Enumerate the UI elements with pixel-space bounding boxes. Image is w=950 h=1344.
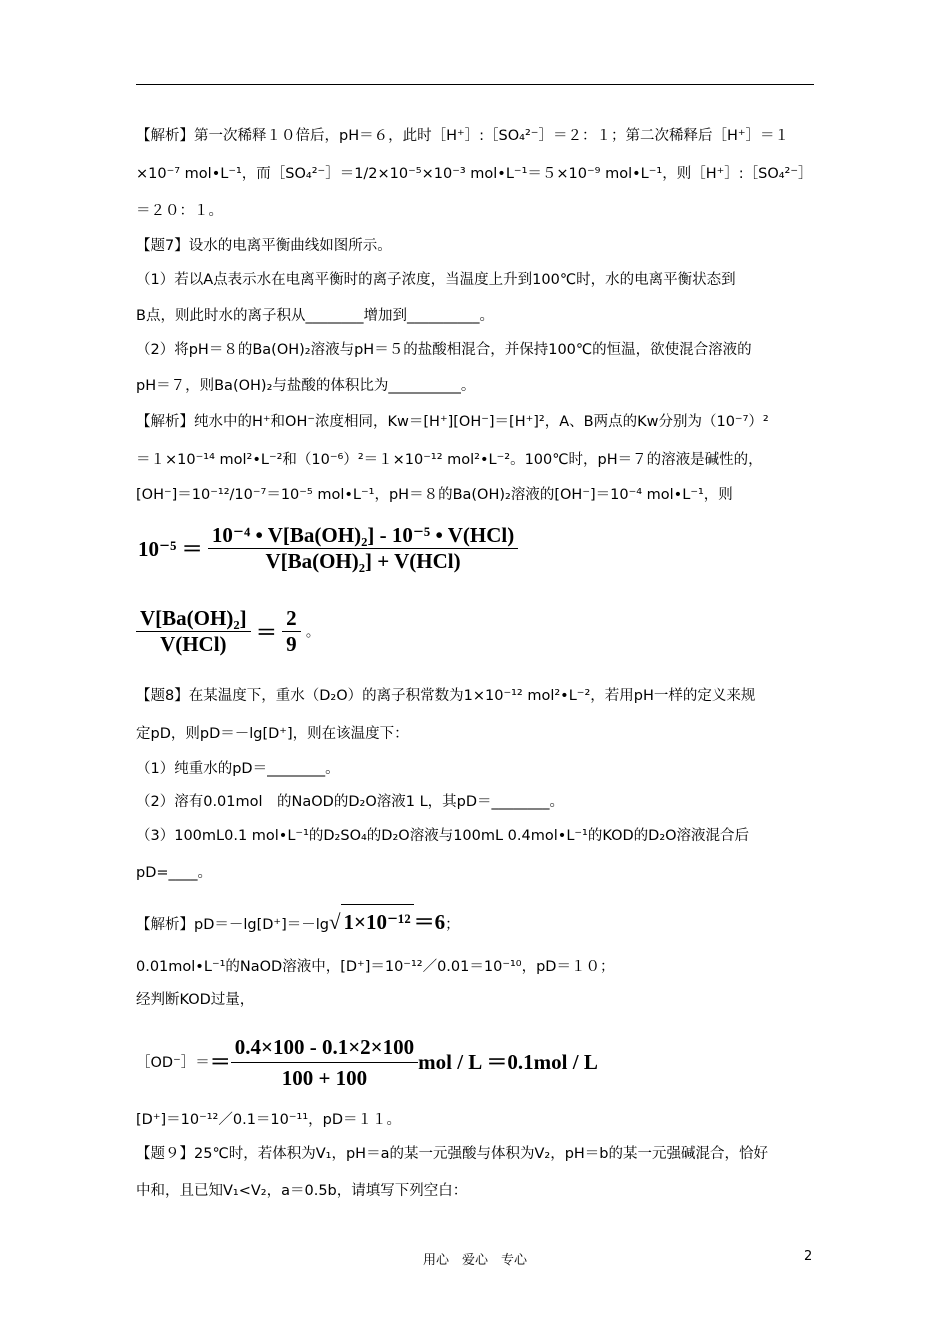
text-line: （2）将pH＝８的Ba(OH)₂溶液与pH＝５的盐酸相混合，并保持100℃的恒温，欲使混合溶液的 xyxy=(136,342,752,358)
equation-3 xyxy=(136,904,460,942)
equation-2-equals: ＝ xyxy=(255,620,277,645)
text-line: （1）纯重水的pD＝________。 xyxy=(136,761,340,777)
text-line: [D⁺]＝10⁻¹²／0.1＝10⁻¹¹，pD＝１１。 xyxy=(136,1112,402,1128)
text-line: （3）100mL0.1 mol•L⁻¹的D₂SO₄的D₂O溶液与100mL 0.4mol•L⁻¹的KOD的D₂O溶液混合后 xyxy=(136,828,750,844)
text-line: ＝１×10⁻¹⁴ mol²•L⁻²和（10⁻⁶）²＝１×10⁻¹² mol²•L⁻²。100℃时，pH＝７的溶液是碱性的， xyxy=(136,452,763,468)
equation-1-denominator: V[Ba(OH)₂] + V(HCl) xyxy=(208,548,518,574)
text-line: 【解析】纯水中的H⁺和OH⁻浓度相同，Kw＝[H⁺][OH⁻]＝[H⁺]²，A、B两点的Kw分别为（10⁻⁷）² xyxy=(136,414,769,430)
equation-3-tail: ； xyxy=(445,917,460,933)
equation-2-numerator: V[Ba(OH)₂] xyxy=(140,606,247,630)
equation-2-fraction xyxy=(136,606,251,657)
equation-2-denominator: V(HCl) xyxy=(136,631,251,657)
header-rule xyxy=(136,84,814,85)
equation-2 xyxy=(136,606,320,657)
text-line: 经判断KOD过量， xyxy=(136,992,255,1008)
equation-2-tail: 。 xyxy=(305,625,320,641)
question-7-title: 【题7】设水的电离平衡曲线如图所示。 xyxy=(136,238,392,254)
text-line: ＝２０：１。 xyxy=(136,203,223,219)
text-line: [OH⁻]＝10⁻¹²/10⁻⁷＝10⁻⁵ mol•L⁻¹，pH＝８的Ba(OH)₂溶液的[OH⁻]＝10⁻⁴ mol•L⁻¹，则 xyxy=(136,487,733,503)
equation-4-numerator: 0.4×100 - 0.1×2×100 xyxy=(234,1034,415,1059)
equation-3-radicand: 1×10⁻¹² xyxy=(341,904,414,939)
equation-2-result-denominator: 9 xyxy=(282,631,301,657)
text-line: 【解析】第一次稀释１０倍后，pH＝６，此时［H⁺］:［SO₄²⁻］＝２：１；第二次稀释后［H⁺］＝１ xyxy=(136,128,789,144)
equation-3-result: ＝6 xyxy=(413,910,446,934)
equation-4-equals: ＝ xyxy=(209,1050,231,1075)
equation-1-numerator: 10⁻⁴ • V[Ba(OH)₂] - 10⁻⁵ • V(HCl) xyxy=(211,523,515,547)
equation-1-fraction xyxy=(208,522,518,574)
text-line: （2）溶有0.01mol 的NaOD的D₂O溶液1 L，其pD＝________。 xyxy=(136,794,565,810)
equation-2-result xyxy=(282,606,301,657)
equation-4-denominator: 100 + 100 xyxy=(231,1062,418,1093)
equation-4-prefix: ［OD⁻］＝ xyxy=(136,1055,210,1071)
equation-1-lhs: 10⁻⁵ ＝ xyxy=(138,537,203,561)
text-line: 0.01mol•L⁻¹的NaOD溶液中，[D⁺]＝10⁻¹²／0.01＝10⁻¹⁰，pD＝１０； xyxy=(136,959,615,975)
equation-1 xyxy=(138,522,518,574)
text-line: 定pD，则pD＝－lg[D⁺]，则在该温度下： xyxy=(136,726,409,742)
question-8-title: 【题8】在某温度下，重水（D₂O）的离子积常数为1×10⁻¹² mol²•L⁻²，若用pH一样的定义来规 xyxy=(136,688,756,704)
equation-4-rhs: mol / L ＝0.1mol / L xyxy=(418,1050,598,1075)
equation-4 xyxy=(136,1030,598,1093)
page-number: 2 xyxy=(804,1249,813,1264)
sqrt-icon: √ xyxy=(328,910,341,934)
text-line: pD=____。 xyxy=(136,865,213,881)
text-line: pH＝７，则Ba(OH)₂与盐酸的体积比为__________。 xyxy=(136,378,476,394)
text-line: B点，则此时水的离子积从________增加到__________。 xyxy=(136,308,494,324)
question-9-title: 【题９】25℃时，若体积为V₁，pH＝a的某一元强酸与体积为V₂，pH＝b的某一元强碱混合，恰好 xyxy=(136,1146,768,1162)
text-line: （1）若以A点表示水在电离平衡时的离子浓度，当温度上升到100℃时，水的电离平衡状态到 xyxy=(136,272,736,288)
page-footer: 用心 爱心 专心 xyxy=(422,1253,527,1268)
text-line: ×10⁻⁷ mol•L⁻¹，而［SO₄²⁻］＝1/2×10⁻⁵×10⁻³ mol•L⁻¹＝５×10⁻⁹ mol•L⁻¹，则［H⁺］:［SO₄²⁻］ xyxy=(136,166,813,182)
text-line: 中和，且已知V₁<V₂，a＝0.5b，请填写下列空白： xyxy=(136,1183,468,1199)
equation-3-prefix: 【解析】pD＝－lg[D⁺]＝－lg xyxy=(136,917,329,933)
equation-2-result-numerator: 2 xyxy=(286,606,297,630)
equation-4-fraction xyxy=(231,1032,418,1093)
